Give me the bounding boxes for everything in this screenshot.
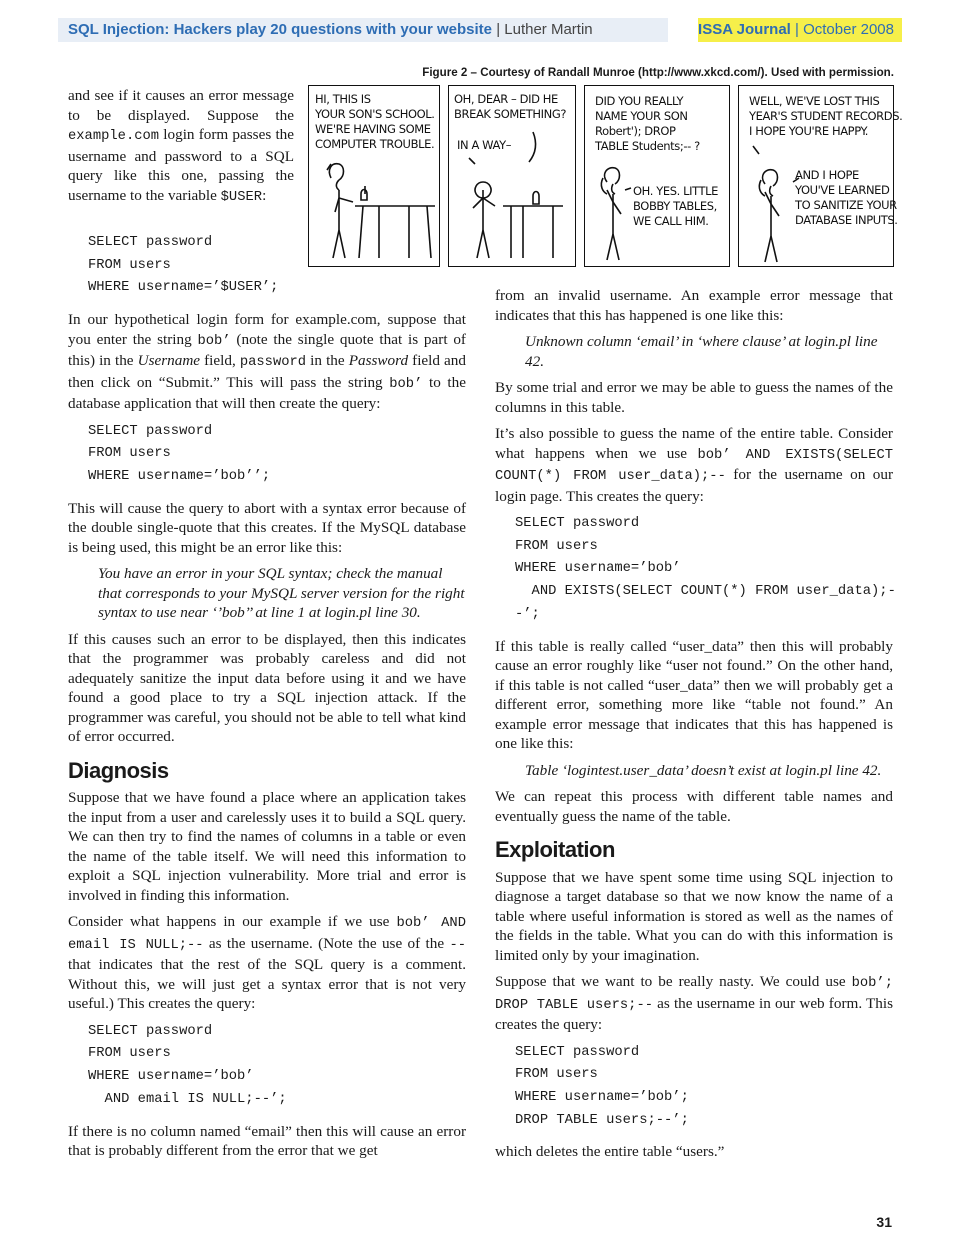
comic-panel-1-text: HI, THIS IS YOUR SON'S SCHOOL. WE'RE HAVING SOME COMPUTER TROUBLE. xyxy=(315,92,435,151)
inline-code: bob’; DROP TABLE users;-- xyxy=(495,976,893,1013)
header-journal-name: ISSA Journal xyxy=(698,21,791,38)
comic-panel-2 xyxy=(448,85,576,267)
comic-panel-4-text-bottom: AND I HOPE YOU'VE LEARNED TO SANITIZE YOUR DATABASE INPUTS. xyxy=(795,168,898,227)
right-column xyxy=(495,286,896,1169)
text-run: : xyxy=(262,186,267,204)
italic-term: Password xyxy=(348,352,409,370)
paragraph: If this causes such an error to be displayed, then this indicates that the programmer was probably careless and did not adequately sanitize the input data before using it and we have found a good place to try a SQL injection attack. If the programmer was careful, you should not be able to tell what kind of error occurred. xyxy=(68,630,466,746)
code-block: SELECT password FROM users WHERE username=’bob’ AND EXISTS(SELECT COUNT(*) FROM user_data);- -’; xyxy=(515,516,896,622)
text-run: as the username in our web form. This creates the query: xyxy=(495,994,893,1034)
paragraph: from an invalid username. An example error message that indicates that this has happened is one like this: xyxy=(495,287,893,324)
code-block: SELECT password FROM users WHERE username=’$USER’; xyxy=(88,235,279,296)
text-run: It’s also possible to guess the name of the entire table. Consider what happens when we use xyxy=(495,425,893,462)
comic-panel-3-text-top: DID YOU REALLY NAME YOUR SON Robert'); DROP TABLE Students;-- ? xyxy=(595,94,700,153)
paragraph: which deletes the entire table “users.” xyxy=(495,1143,725,1161)
text-run: login form passes the username and password to a SQL query like this one, passing the username to the variable xyxy=(68,126,294,204)
code-block: SELECT password FROM users WHERE username=’bob’; DROP TABLE users;--’; xyxy=(515,1044,689,1128)
comic-panel-4-drawing xyxy=(739,86,895,268)
paragraph xyxy=(68,912,466,1014)
paragraph xyxy=(495,424,893,506)
paragraph: This will cause the query to abort with a syntax error because of the double single-quote that this creates. If the MySQL database is being used, this might be an error like this: xyxy=(68,499,466,556)
text-run: and see if it causes an error message to be displayed. Suppose the xyxy=(68,87,294,124)
inline-code: bob’ AND EXISTS(SELECT COUNT(*) FROM user_data);-- xyxy=(495,447,893,484)
error-message: You have an error in your SQL syntax; check the manual that corresponds to your MySQL server version for the right syntax to use near ‘’bob’’ at line 1 at login.pl line 30. xyxy=(98,565,465,622)
header-article-info xyxy=(58,18,668,42)
paragraph: Suppose that we have found a place where an application takes the input from a user and carelessly uses it to build a SQL query. We can then try to find the names of columns in a table or even the name of the table itself. We will need this information to exploit a SQL injection vulnerability. More trial and error is involved in finding this information. xyxy=(68,789,466,904)
section-heading-diagnosis: Diagnosis xyxy=(68,757,169,783)
header-separator: | xyxy=(496,21,501,38)
comic-panel-4-text-top: WELL, WE'VE LOST THIS YEAR'S STUDENT RECORDS. I HOPE YOU'RE HAPPY. xyxy=(749,94,903,138)
page-number: 31 xyxy=(876,1214,892,1230)
header-separator-2: | xyxy=(795,21,799,38)
text-run: In our hypothetical login form for example.com, suppose that you enter the string xyxy=(68,311,466,348)
header-journal-info xyxy=(698,18,902,42)
paragraph xyxy=(495,972,893,1035)
text-run: that indicates that the rest of the SQL query is a comment. Without this, we will just get a syntax error that is not very useful.) This creates the query: xyxy=(68,956,466,1013)
comic-panel-2-text-top: OH, DEAR – DID HE BREAK SOMETHING? xyxy=(454,92,567,121)
left-column xyxy=(68,226,466,1168)
text-run: field and then click on “Submit.” This will pass the string xyxy=(68,352,466,391)
paragraph: Suppose that we have spent some time using SQL injection to diagnose a target database so that we now know the name of a table where useful information is stored as well as the names of the fields in the table. What you can do with this information is limited only by your imagination. xyxy=(495,868,893,964)
inline-code: bob’ AND email IS NULL;-- xyxy=(68,916,466,953)
paragraph: We can repeat this process with different table names and eventually guess the name of the table. xyxy=(495,788,893,825)
comic-panel-3-drawing xyxy=(585,86,731,268)
inline-code: example.com xyxy=(68,129,160,144)
running-header xyxy=(58,18,902,42)
inline-code: bob’ xyxy=(197,333,231,349)
text-run: Consider what happens in our example if we use xyxy=(68,913,397,931)
inline-code: password xyxy=(239,355,307,371)
inline-code: -- xyxy=(449,937,467,953)
paragraph: If there is no column named “email” then this will cause an error that is probably different from the error that we get xyxy=(68,1122,466,1160)
text-run: as the username. (Note the use of the xyxy=(203,934,450,952)
comic-panel-4 xyxy=(738,85,903,267)
italic-term: Username xyxy=(137,352,201,370)
paragraph xyxy=(68,310,466,414)
code-block: SELECT password FROM users WHERE username=’bob’’; xyxy=(88,423,271,485)
error-message: Unknown column ‘email’ in ‘where clause’ at login.pl line 42. xyxy=(525,333,878,370)
figure-caption: Figure 2 – Courtesy of Randall Munroe (http://www.xkcd.com/). Used with permission. xyxy=(422,66,894,79)
text-run: to the database application that will then create the query: xyxy=(68,373,466,413)
header-issue-date: October 2008 xyxy=(803,21,894,38)
comic-panel-2-text-bottom: IN A WAY– xyxy=(457,138,512,152)
text-run: field, xyxy=(200,352,240,370)
error-message: Table ‘logintest.user_data’ doesn’t exist at login.pl line 42. xyxy=(525,761,882,779)
text-run: for the username on our login page. This creates the query: xyxy=(495,466,894,505)
section-heading-exploitation: Exploitation xyxy=(495,837,615,863)
inline-code: $USER xyxy=(220,189,263,205)
inline-code: bob’ xyxy=(389,376,423,392)
paragraph: By some trial and error we may be able to guess the names of the columns in this table. xyxy=(495,379,893,416)
header-author: Luther Martin xyxy=(504,21,593,38)
code-block: SELECT password FROM users WHERE username=’bob’ AND email IS NULL;--’; xyxy=(88,1023,287,1107)
comic-panel-2-drawing xyxy=(449,86,577,268)
comic-panel-3-text-bottom: OH. YES. LITTLE BOBBY TABLES, WE CALL HIM. xyxy=(633,184,719,228)
paragraph xyxy=(68,86,294,207)
header-article-title: SQL Injection: Hackers play 20 questions with your website xyxy=(68,21,493,38)
text-run: Suppose that we want to be really nasty. We could use xyxy=(495,973,852,991)
text-run: in the xyxy=(306,352,349,370)
left-column-intro xyxy=(68,86,294,214)
paragraph: If this table is really called “user_data” then this will probably cause an error roughly like “user not found.” On the other hand, if this table is not called “user_data” then we will probably get a different error, something more like “table not found.” An example error message that indicates that this has happened is one like this: xyxy=(495,637,893,753)
comic-panel-3 xyxy=(584,85,730,267)
text-run: (note the single quote that is part of this) in the xyxy=(68,330,466,370)
